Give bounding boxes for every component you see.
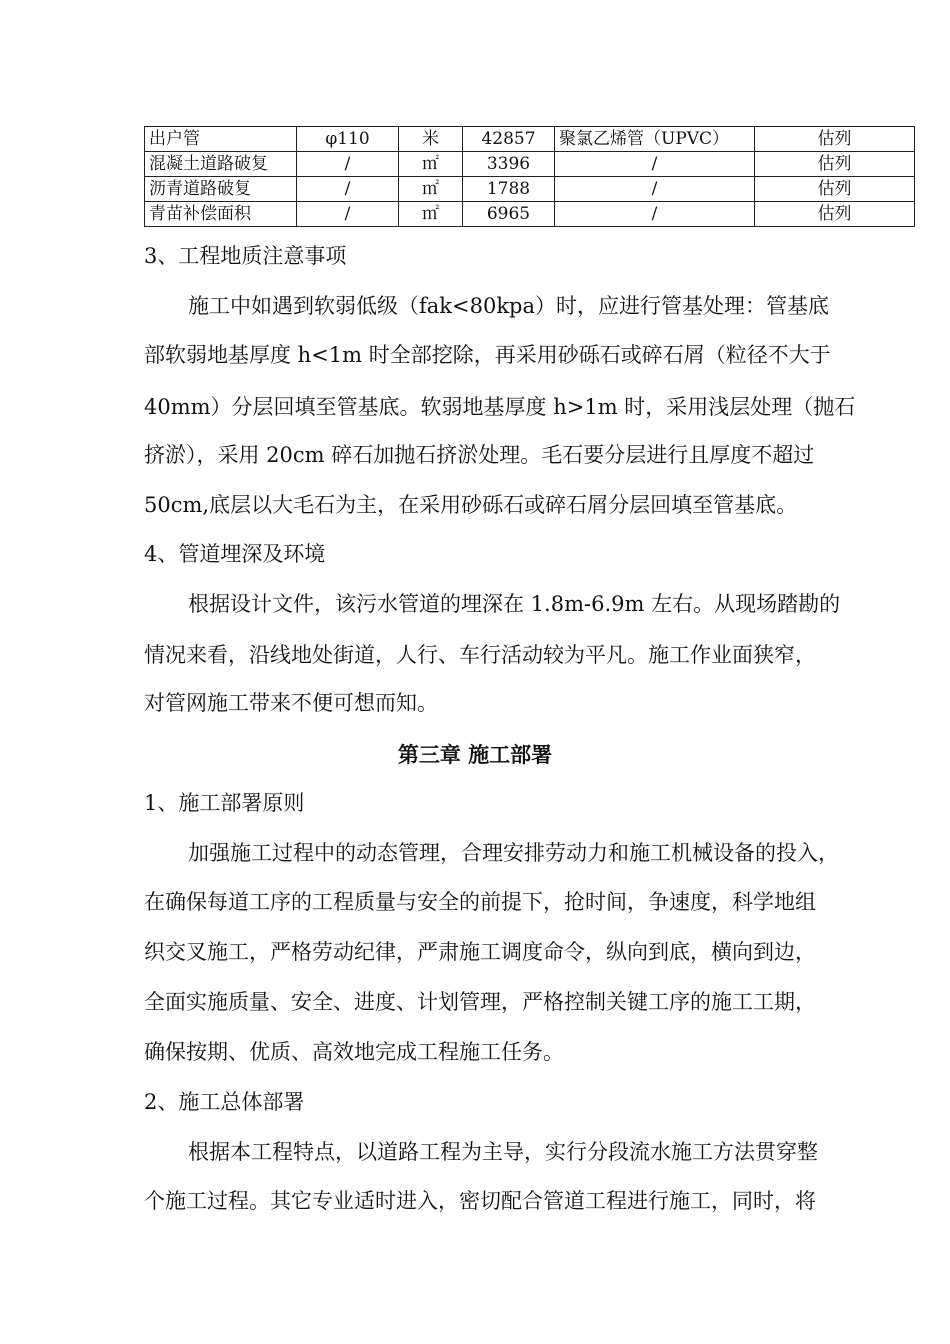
paragraph-line: 施工中如遇到软弱低级（fak<80kpa）时，应进行管基处理：管基底 (188, 294, 830, 318)
paragraph-line: 加强施工过程中的动态管理，合理安排劳动力和施工机械设备的投入， (188, 841, 839, 865)
table-cell-unit: 米 (399, 127, 463, 152)
section-heading: 1、施工部署原则 (144, 791, 305, 815)
paragraph-line: 部软弱地基厚度 h<1m 时全部挖除，再采用砂砾石或碎石屑（粒径不大于 (144, 343, 831, 367)
table-cell-note: 估列 (755, 202, 915, 227)
table-cell-material: / (555, 202, 755, 227)
table-cell-qty: 3396 (463, 152, 555, 177)
quantity-table (144, 126, 915, 227)
table-row (145, 127, 915, 152)
table-cell-name: 青苗补偿面积 (145, 202, 297, 227)
table-cell-name: 沥青道路破复 (145, 177, 297, 202)
table-cell-material: 聚氯乙烯管（UPVC） (555, 127, 755, 152)
table-row (145, 152, 915, 177)
table-cell-spec: / (297, 152, 399, 177)
paragraph-line: 个施工过程。其它专业适时进入，密切配合管道工程进行施工，同时，将 (144, 1189, 816, 1213)
paragraph-line: 根据设计文件，该污水管道的埋深在 1.8m-6.9m 左右。从现场踏勘的 (188, 592, 841, 616)
table-cell-spec: / (297, 177, 399, 202)
table-cell-name: 出户管 (145, 127, 297, 152)
table-cell-qty: 6965 (463, 202, 555, 227)
table-cell-material: / (555, 177, 755, 202)
paragraph-line: 确保按期、优质、高效地完成工程施工任务。 (144, 1040, 564, 1064)
paragraph-line: 织交叉施工，严格劳动纪律，严肃施工调度命令，纵向到底，横向到边， (144, 940, 816, 964)
table-cell-qty: 1788 (463, 177, 555, 202)
paragraph-line: 50cm,底层以大毛石为主，在采用砂砾石或碎石屑分层回填至管基底。 (144, 493, 798, 517)
paragraph-line: 全面实施质量、安全、进度、计划管理，严格控制关键工序的施工工期， (144, 990, 816, 1014)
section-heading: 2、施工总体部署 (144, 1090, 305, 1114)
paragraph-line: 40mm）分层回填至管基底。软弱地基厚度 h>1m 时，采用浅层处理（抛石 (144, 395, 856, 419)
paragraph-line: 情况来看，沿线地处街道，人行、车行活动较为平凡。施工作业面狭窄， (144, 643, 816, 667)
table-cell-spec: φ110 (297, 127, 399, 152)
section-heading: 4、管道埋深及环境 (144, 542, 326, 566)
paragraph-line: 挤淤），采用 20cm 碎石加抛石挤淤处理。毛石要分层进行且厚度不超过 (144, 443, 815, 467)
table-cell-unit: ㎡ (399, 177, 463, 202)
table-row (145, 202, 915, 227)
table-cell-material: / (555, 152, 755, 177)
table-cell-unit: ㎡ (399, 202, 463, 227)
table-cell-name: 混凝土道路破复 (145, 152, 297, 177)
section-heading: 3、工程地质注意事项 (144, 244, 347, 268)
chapter-title: 第三章 施工部署 (397, 743, 553, 767)
table-cell-spec: / (297, 202, 399, 227)
table-row (145, 177, 915, 202)
table-cell-note: 估列 (755, 177, 915, 202)
paragraph-line: 根据本工程特点，以道路工程为主导，实行分段流水施工方法贯穿整 (188, 1140, 818, 1164)
table-cell-qty: 42857 (463, 127, 555, 152)
paragraph-line: 在确保每道工序的工程质量与安全的前提下，抢时间，争速度，科学地组 (144, 890, 816, 914)
table-cell-note: 估列 (755, 152, 915, 177)
paragraph-line: 对管网施工带来不便可想而知。 (144, 691, 438, 715)
table-cell-unit: ㎡ (399, 152, 463, 177)
table-cell-note: 估列 (755, 127, 915, 152)
